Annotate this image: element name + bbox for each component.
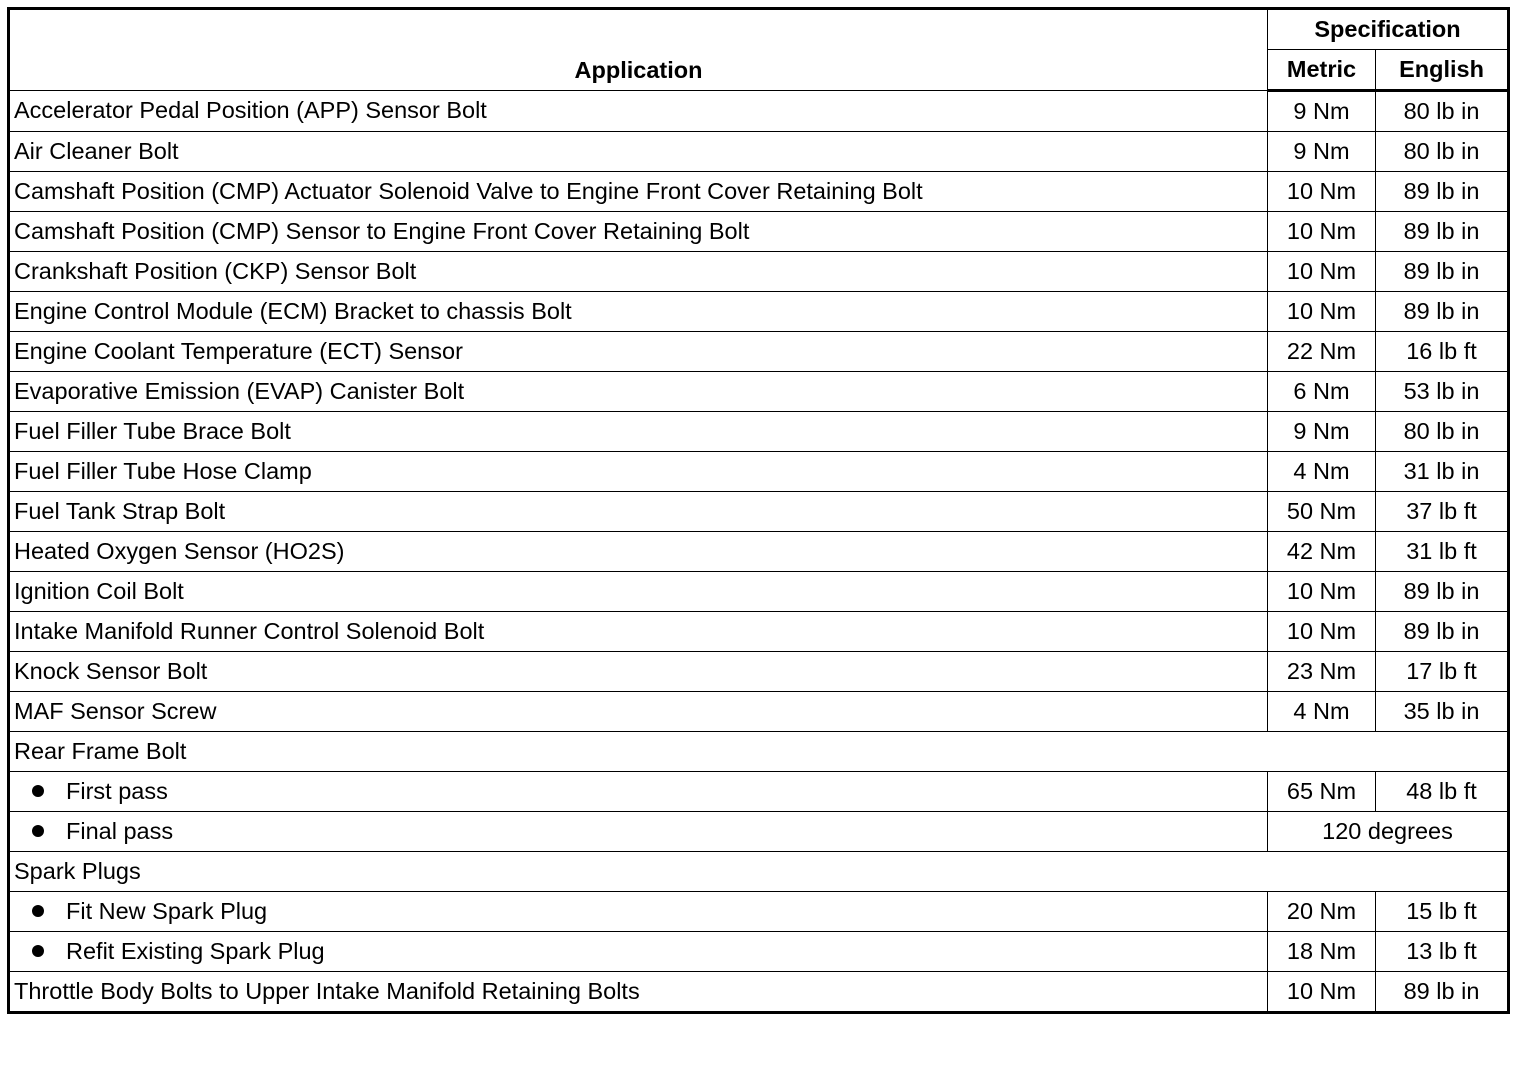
english-cell: 89 lb in [1376,612,1509,652]
metric-cell: 10 Nm [1268,252,1376,292]
table-row [9,772,1509,812]
application-cell: Camshaft Position (CMP) Actuator Solenoid Valve to Engine Front Cover Retaining Bolt [9,172,1268,212]
refit-existing-metric: 18 Nm [1268,932,1376,972]
english-cell: 16 lb ft [1376,332,1509,372]
metric-cell: 10 Nm [1268,172,1376,212]
section-row-rear-frame [9,732,1509,772]
metric-cell: 10 Nm [1268,212,1376,252]
english-cell: 31 lb ft [1376,532,1509,572]
english-cell: 89 lb in [1376,292,1509,332]
application-cell: Air Cleaner Bolt [9,132,1268,172]
specification-header: Specification [1268,9,1509,50]
refit-existing-cell [9,932,1268,972]
bullet-icon [32,905,44,917]
table-row [9,532,1509,572]
rear-frame-label: Rear Frame Bolt [9,732,1509,772]
application-cell: Intake Manifold Runner Control Solenoid Bolt [9,612,1268,652]
final-pass-label: Final pass [66,817,174,844]
table-row [9,652,1509,692]
english-cell: 89 lb in [1376,252,1509,292]
fit-new-cell [9,892,1268,932]
torque-specification-table [7,7,1510,1014]
english-cell: 37 lb ft [1376,492,1509,532]
metric-header: Metric [1268,50,1376,91]
table-row [9,452,1509,492]
first-pass-metric: 65 Nm [1268,772,1376,812]
table-row [9,372,1509,412]
table-row [9,612,1509,652]
english-cell: 80 lb in [1376,132,1509,172]
english-cell: 80 lb in [1376,412,1509,452]
table-row [9,212,1509,252]
fit-new-metric: 20 Nm [1268,892,1376,932]
metric-cell: 6 Nm [1268,372,1376,412]
metric-cell: 9 Nm [1268,91,1376,132]
application-cell: Fuel Tank Strap Bolt [9,492,1268,532]
table-row [9,932,1509,972]
table-row [9,332,1509,372]
section-row-spark-plugs [9,852,1509,892]
table-row [9,91,1509,132]
bullet-icon [32,945,44,957]
english-cell: 89 lb in [1376,172,1509,212]
english-cell: 80 lb in [1376,91,1509,132]
bullet-icon [32,785,44,797]
application-cell: Accelerator Pedal Position (APP) Sensor Bolt [9,91,1268,132]
refit-existing-english: 13 lb ft [1376,932,1509,972]
application-cell: Engine Control Module (ECM) Bracket to chassis Bolt [9,292,1268,332]
english-cell: 53 lb in [1376,372,1509,412]
application-cell: Camshaft Position (CMP) Sensor to Engine Front Cover Retaining Bolt [9,212,1268,252]
table-row [9,572,1509,612]
table-row [9,132,1509,172]
application-cell: Evaporative Emission (EVAP) Canister Bolt [9,372,1268,412]
application-header: Application [9,9,1268,91]
metric-cell: 4 Nm [1268,452,1376,492]
table-row [9,252,1509,292]
table-row [9,492,1509,532]
refit-existing-label: Refit Existing Spark Plug [66,937,325,964]
metric-cell: 4 Nm [1268,692,1376,732]
english-cell: 17 lb ft [1376,652,1509,692]
bullet-icon [32,825,44,837]
fit-new-label: Fit New Spark Plug [66,897,268,924]
final-pass-cell [9,812,1268,852]
table-row [9,892,1509,932]
metric-cell: 42 Nm [1268,532,1376,572]
metric-cell: 23 Nm [1268,652,1376,692]
metric-cell: 50 Nm [1268,492,1376,532]
application-cell: Engine Coolant Temperature (ECT) Sensor [9,332,1268,372]
english-cell: 89 lb in [1376,572,1509,612]
metric-cell: 22 Nm [1268,332,1376,372]
table-row [9,172,1509,212]
english-header: English [1376,50,1509,91]
last-row-metric: 10 Nm [1268,972,1376,1013]
final-pass-spec: 120 degrees [1268,812,1509,852]
metric-cell: 10 Nm [1268,292,1376,332]
application-cell: Knock Sensor Bolt [9,652,1268,692]
table-row [9,292,1509,332]
application-cell: Fuel Filler Tube Hose Clamp [9,452,1268,492]
header-row-top [9,9,1509,50]
application-cell: MAF Sensor Screw [9,692,1268,732]
english-cell: 35 lb in [1376,692,1509,732]
application-cell: Ignition Coil Bolt [9,572,1268,612]
metric-cell: 10 Nm [1268,612,1376,652]
first-pass-english: 48 lb ft [1376,772,1509,812]
table-body [9,91,1509,1013]
metric-cell: 10 Nm [1268,572,1376,612]
table-row [9,972,1509,1013]
application-cell: Crankshaft Position (CKP) Sensor Bolt [9,252,1268,292]
last-row-english: 89 lb in [1376,972,1509,1013]
last-row-application: Throttle Body Bolts to Upper Intake Manifold Retaining Bolts [9,972,1268,1013]
metric-cell: 9 Nm [1268,132,1376,172]
first-pass-cell [9,772,1268,812]
fit-new-english: 15 lb ft [1376,892,1509,932]
application-cell: Heated Oxygen Sensor (HO2S) [9,532,1268,572]
metric-cell: 9 Nm [1268,412,1376,452]
english-cell: 89 lb in [1376,212,1509,252]
table-row [9,812,1509,852]
application-cell: Fuel Filler Tube Brace Bolt [9,412,1268,452]
table-row [9,692,1509,732]
first-pass-label: First pass [66,777,168,804]
spark-plugs-label: Spark Plugs [9,852,1509,892]
english-cell: 31 lb in [1376,452,1509,492]
table-row [9,412,1509,452]
